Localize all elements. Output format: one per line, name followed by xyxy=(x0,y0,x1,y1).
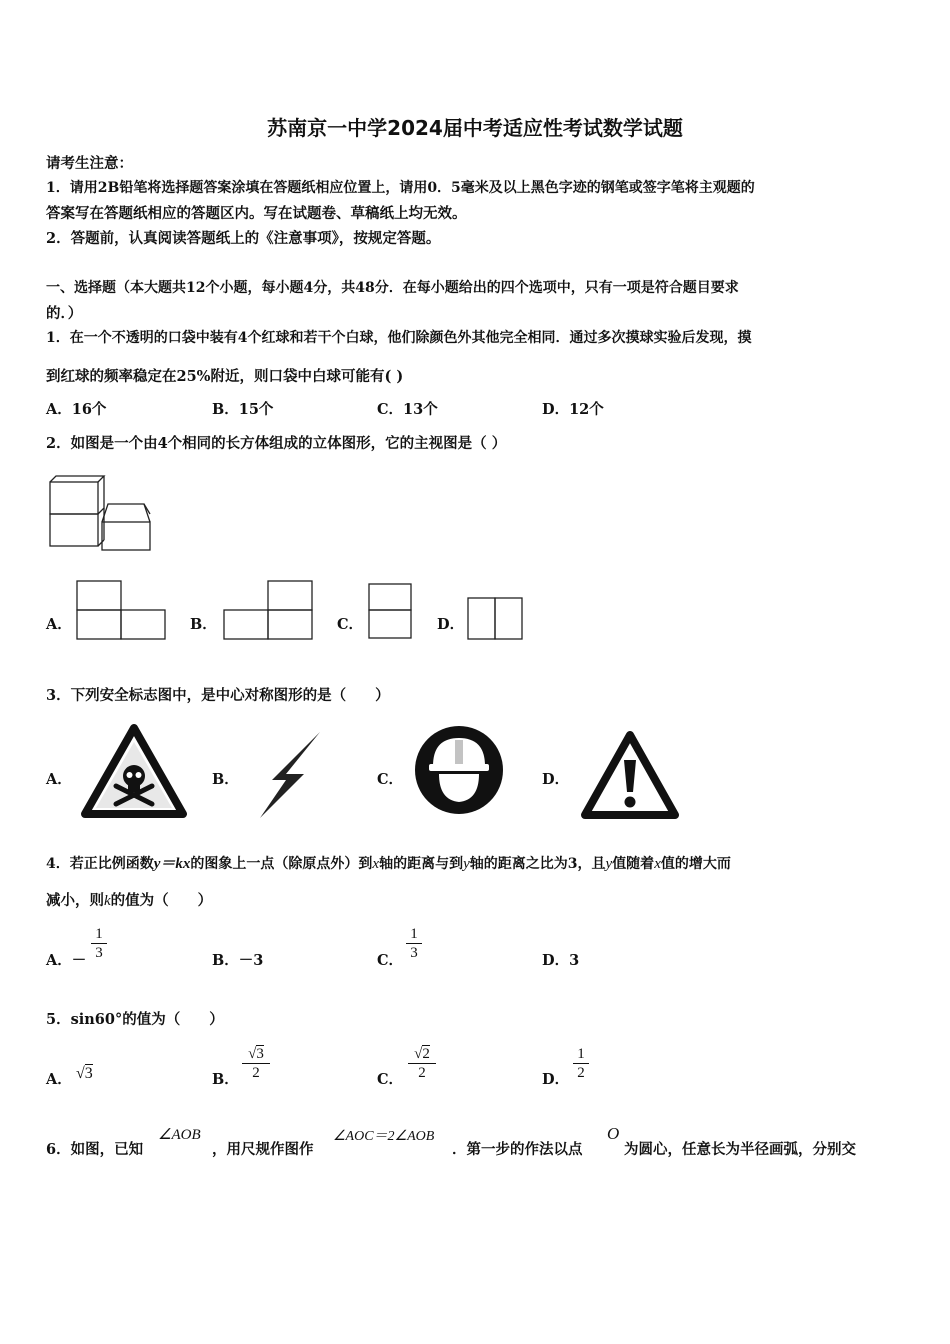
q4-a-numerator: 1 xyxy=(95,926,103,942)
q1-stem-line2: 到红球的频率稳定在25%附近，则口袋中白球可能有( ) xyxy=(46,368,404,385)
q2-option-d-figure xyxy=(467,597,525,641)
q5-stem: 5．sin60°的值为（ ） xyxy=(46,1011,224,1028)
q3-label-d: D． xyxy=(542,771,570,788)
q3-stem: 3．下列安全标志图中，是中心对称图形的是（ ） xyxy=(46,687,390,704)
q2-label-a: A． xyxy=(46,616,72,633)
q4-var-x2: x xyxy=(654,856,661,872)
q3-label-c: C． xyxy=(377,771,404,788)
q5-option-b: B． xyxy=(212,1071,239,1088)
notice-line-1a: 1．请用2B铅笔将选择题答案涂填在答题纸相应位置上，请用0．5毫米及以上黑色字迹的钢笔或签字笔将主观题的 xyxy=(46,180,755,196)
q5-d-denominator: 2 xyxy=(573,1063,589,1082)
q5-option-a: A． xyxy=(46,1071,72,1088)
q4-text-6: 值的增大而 xyxy=(660,856,731,872)
q4-var-k: k xyxy=(104,893,111,909)
q4-text-7: 减小，则 xyxy=(46,892,104,909)
q4-var-y1: y xyxy=(463,856,470,872)
q4-var-y2: y xyxy=(605,856,613,872)
q5-b-numerator xyxy=(242,1045,270,1063)
q5-option-c: C． xyxy=(377,1071,404,1088)
q1-option-b: B．15个 xyxy=(212,401,274,418)
q5-a-radicand: 3 xyxy=(84,1065,93,1082)
q2-option-b-figure xyxy=(223,580,315,642)
q4-text-5: 值随着 xyxy=(612,856,655,872)
notice-line-2: 2．答题前，认真阅读答题纸上的《注意事项》，按规定答题。 xyxy=(46,230,441,247)
q4-option-d: D．3 xyxy=(542,952,580,969)
q6-angle-aoc: ∠AOC＝2∠AOB xyxy=(333,1129,435,1144)
q2-option-a-figure xyxy=(76,580,168,642)
q4-option-c-fraction xyxy=(406,925,422,962)
q1-option-a: A．16个 xyxy=(46,401,107,418)
q2-label-b: B． xyxy=(190,616,217,633)
q4-text-8: 的值为（ ） xyxy=(110,892,213,909)
q3-label-b: B． xyxy=(212,771,239,788)
q4-stem-line1 xyxy=(46,852,731,873)
q4-stem-line2 xyxy=(46,889,212,910)
q5-option-c-fraction xyxy=(408,1045,436,1082)
q5-option-a-sqrt xyxy=(76,1065,93,1083)
q4-text-3: 轴的距离与到 xyxy=(379,856,464,872)
page-title: 苏南京一中学2024届中考适应性考试数学试题 xyxy=(267,116,683,140)
q1-option-c: C．13个 xyxy=(377,401,438,418)
q4-c-numerator: 1 xyxy=(410,926,418,942)
q4-option-a: A．－ xyxy=(46,952,87,969)
q4-text-4: 轴的距离之比为3，且 xyxy=(469,856,606,872)
q4-function: y＝kx xyxy=(153,856,191,872)
q4-c-denominator: 3 xyxy=(406,943,422,962)
q1-stem-line1: 1．在一个不透明的口袋中装有4个红球和若干个白球，他们除颜色外其他完全相同．通过多次摸球实验后发现，摸 xyxy=(46,330,752,346)
q5-d-numerator: 1 xyxy=(577,1046,585,1062)
section-heading-line2: 的．） xyxy=(46,305,83,322)
q1-option-d: D．12个 xyxy=(542,401,604,418)
q5-b-denominator: 2 xyxy=(242,1063,270,1082)
q5-option-d-fraction xyxy=(573,1045,589,1082)
sqrt-icon: √ xyxy=(414,1046,423,1062)
q2-3d-figure xyxy=(46,474,154,556)
q6-angle-aob: ∠AOB xyxy=(158,1127,201,1143)
q6-point-o: O xyxy=(607,1124,620,1143)
q2-stem: 2．如图是一个由4个相同的长方体组成的立体图形，它的主视图是（ ） xyxy=(46,435,507,452)
lightning-bolt-icon xyxy=(258,730,324,820)
q5-c-numerator xyxy=(408,1045,436,1063)
q5-b-radicand: 3 xyxy=(256,1046,264,1062)
q5-c-radicand: 2 xyxy=(422,1046,430,1062)
notice-line-1b: 答案写在答题纸相应的答题区内。写在试题卷、草稿纸上均无效。 xyxy=(46,205,467,222)
q6-text-2: ，用尺规作图作 xyxy=(212,1141,314,1158)
toxic-warning-icon xyxy=(82,724,186,820)
section-heading-line1: 一、选择题（本大题共12个小题，每小题4分，共48分．在每小题给出的四个选项中，只有一项是符合题目要求 xyxy=(46,280,739,296)
q6-text-3: ．第一步的作法以点 xyxy=(452,1141,583,1158)
q2-label-d: D． xyxy=(437,616,465,633)
q4-text-2: 的图象上一点（除原点外）到 xyxy=(190,856,373,872)
hard-hat-icon xyxy=(413,724,505,816)
sqrt-icon: √ xyxy=(248,1046,257,1062)
q6-text-4: 为圆心，任意长为半径画弧，分别交 xyxy=(624,1141,856,1158)
q5-c-denominator: 2 xyxy=(408,1063,436,1082)
q3-label-a: A． xyxy=(46,771,72,788)
q2-label-c: C． xyxy=(337,616,364,633)
q5-option-d: D． xyxy=(542,1071,570,1088)
q4-text-1: 4．若正比例函数 xyxy=(46,856,154,872)
q4-option-a-fraction xyxy=(91,925,107,962)
notice-heading: 请考生注意： xyxy=(46,155,133,172)
sqrt-icon: √ xyxy=(76,1065,85,1082)
q4-var-x1: x xyxy=(372,856,380,872)
q4-a-denominator: 3 xyxy=(91,943,107,962)
q4-option-c: C． xyxy=(377,952,404,969)
q2-option-c-figure xyxy=(368,583,414,641)
q6-text-1: 6．如图，已知 xyxy=(46,1141,144,1158)
q4-option-b: B．－3 xyxy=(212,952,264,969)
exclamation-warning-icon xyxy=(580,730,680,820)
q5-option-b-fraction xyxy=(242,1045,270,1082)
